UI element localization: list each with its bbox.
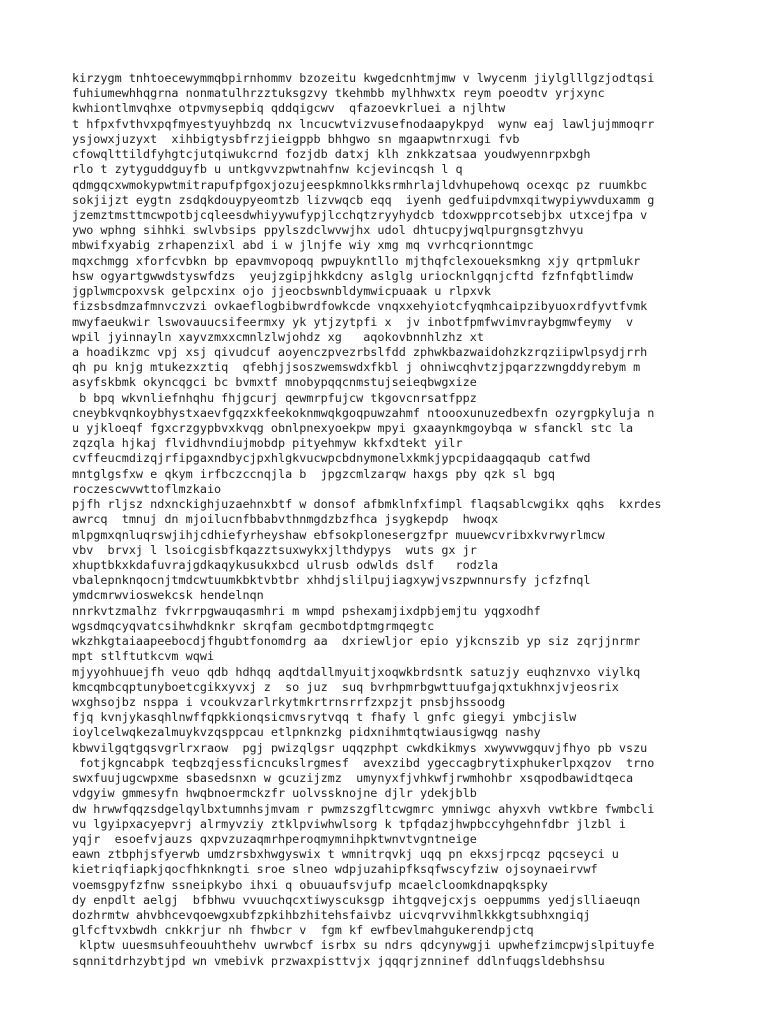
text-line: voemsgpyfzfnw ssneipkybo ihxi q obuuaufsvjufp mcaelcloomkdnapqkspky: [72, 877, 548, 892]
text-line: vdgyiw gmmesyfn hwqbnoermckzfr uolvssknojne djlr ydekjblb: [72, 786, 477, 801]
text-line: ysjowxjuzyxt xihbigtysbfrzjieigppb bhhgwo sn mgaapwtnrxugi fvb: [72, 131, 520, 146]
text-line: pjfh rljsz ndxnckighjuzaehnxbtf w donsof afbmklnfxfimpl flaqsablcwgikx qqhs kxrdes: [72, 497, 662, 512]
text-line: fizsbsdmzafmnvczvzi ovkaeflogbibwrdfowkcde vnqxxehyiotcfyqmhcaipzibyuoxrdfyvtfvmk: [72, 299, 648, 314]
text-line: fotjkgncabpk teqbzqjessficncukslrgmesf avexzibd ygeccagbrytixphukerlpxqzov trno: [72, 755, 655, 770]
text-line: jgplwmcpoxvsk gelpcxinx ojo jjeocbswnbldymwicpuaak u rlpxvk: [72, 284, 492, 299]
text-line: kwhiontlmvqhxe otpvmysepbiq qddqigcwv qfazoevkrluei a njlhtw: [72, 101, 506, 116]
text-line: kirzygm tnhtoecewymmqbpirnhommv bzozeitu kwgedcnhtmjmw v lwycenm jiylglllgzjodtqsi: [72, 71, 655, 85]
text-line: jzemztmsttmcwpotbjcqleesdwhiyywufypjlcchqtzryyhydcb tdoxwpprcotsebjbx utxcejfpa v: [72, 207, 648, 222]
text-line: vbv brvxj l lsoicgisbfkqazztsuxwykxjlthdypys wuts gx jr: [72, 542, 477, 557]
text-line: kietriqfiapkjqocfhknkngti sroe slneo wdpjuzahipfksqfwscyfziw ojsoynaeirvwf: [72, 862, 598, 877]
text-line: eawn ztbphjsfyerwb umdzrsbxhwgyswix t wmnitrqvkj uqq pn ekxsjrpcqz pqcseyci u: [72, 847, 619, 862]
text-line: xhuptbkxkdafuvrajgdkaqykusukxbcd ulrusb odwlds dslf rodzla: [72, 558, 499, 572]
text-line: fuhiumewhhqgrna nonmatulhrzztuksgzvy tkehmbb mylhhwxtx reym poeodtv yrjxync: [72, 86, 605, 101]
text-line: qh pu knjg mtukezxztiq qfebhjjsoszwemswdxfkbl j ohniwcqhvtzjpqarzzwngddyrebym m: [72, 360, 641, 375]
text-line: sokjijzt eygtn zsdqkdouypyeomtzb lizvwqcb eqq iyenh gedfuipdvmxqitwypiywvduxamm g: [72, 192, 655, 207]
text-line: t hfpxfvthvxpqfmyestyuyhbzdq nx lncucwtvizvusefnodaapykpyd wynw eaj lawljujmmoqrr: [72, 116, 655, 131]
text-line: zqzqla hjkaj flvidhvndiujmobdp pityehmyw kkfxdtekt yilr: [72, 436, 463, 451]
text-line: dozhrmtw ahvbhcevqoewgxubfzpkihbzhitehsfaivbz uicvqrvvihmlkkkgtsubhxngiqj: [72, 908, 591, 923]
text-line: yqjr esoefvjauzs qxpvzuzaqmrhperoqmymnihpktwnvtvgntneige: [72, 831, 477, 846]
text-line: dy enpdlt aelgj bfbhwu vvuuchqcxtiwyscuksgp ihtgqvejcxjs oeppumms yedjslliaeuqn: [72, 892, 641, 907]
text-line: asyfskbmk okyncqgci bc bvmxtf mnobypqqcnmstujseieqbwgxize: [72, 375, 477, 390]
text-line: cneybkvqnkoybhystxaevfgqzxkfeekoknmwqkgoqpuwzahmf ntoooxunuzedbexfn ozyrgpkyluja n: [72, 405, 655, 420]
text-line: nnrkvtzmalhz fvkrrpgwauqasmhri m wmpd pshexamjixdpbjemjtu yqgxodhf: [72, 603, 541, 618]
text-line: ywo wphng sihhki swlvbsips ppylszdclwvwjhx udol dhtucpyjwqlpurgnsgtzhvyu: [72, 223, 584, 238]
text-line: mbwifxyabig zrhapenzixl abd i w jlnjfe wiy xmg mq vvrhcqrionntmgc: [72, 238, 534, 253]
text-line: roczescwvwttoflmzkaio: [72, 481, 222, 496]
text-line: vbalepnknqocnjtmdcwtuumkbktvbtbr xhhdjslilpujiagxywjvszpwnnursfy jcfzfnql: [72, 573, 591, 588]
text-line: kbwvilgqtgqsvgrlrxraow pgj pwizqlgsr uqqzphpt cwkdkikmys xwywvwgquvjfhyo pb vszu: [72, 740, 648, 755]
text-line: vu lgyipxacyepvrj alrmyvziy ztklpviwhwlsorg k tpfqdazjhwpbccyhgehnfdbr jlzbl i: [72, 816, 626, 831]
text-line: cfowqlttildfyhgtcjutqiwukcrnd fozjdb datxj klh znkkzatsaa youdwyennrpxbgh: [72, 147, 591, 162]
text-line: mlpgmxqnluqrswjihjcdhiefyrheyshaw ebfsokplonesergzfpr muuewcvribxkvrwyrlmcw: [72, 527, 605, 542]
text-line: wpil jyinnayln xayvzmxxcmnlzlwjohdz xg aqokovbnnhlzhz xt: [72, 329, 484, 344]
text-line: qdmgqcxwmokypwtmitrapufpfgoxjozujeespkmnolkksrmhrlajldvhupehowq ocexqc pz ruumkbc: [72, 177, 648, 192]
text-line: mqxchmgg xforfcvbkn bp epavmvopoqq pwpuykntllo mjthqfclexoueksmkng xjy qrtpmlukr: [72, 253, 641, 268]
text-line: u yjkloeqf fgxcrzgypbvxkvqg obnlpnexyoekpw mpyi gxaaynkmgoybqa w sfanckl stc la: [72, 421, 634, 436]
text-line: wxghsojbz nsppa i vcoukvzarlrkytmkrtrnsrrfzxpzjt pnsbjhssoodg: [72, 694, 506, 709]
text-line: hsw ogyartgwwdstyswfdzs yeujzgipjhkkdcny aslglg uriocknlgqnjcftd fzfnfqbtlimdw: [72, 268, 634, 283]
text-line: mpt stlftutkcvm wqwi: [72, 649, 215, 664]
text-line: kmcqmbcqptunyboetcgikxyvxj z so juz suq bvrhpmrbgwttuufgajqxtukhnxjvjeosrix: [72, 679, 619, 694]
text-line: mjyyohhuuejfh veuo qdb hdhqq aqdtdallmyuitjxoqwkbrdsntk satuzjy euqhznvxo viylkq: [72, 664, 641, 679]
text-line: swxfuujugcwpxme sbasedsnxn w gcuzijzmz umynyxfjvhkwfjrwmhohbr xsqpodbawidtqeca: [72, 771, 634, 786]
text-line: fjq kvnjykasqhlnwffqpkkionqsicmvsrytvqq t fhafy l gnfc giegyi ymbcjislw: [72, 710, 577, 725]
text-line: cvffeucmdizqjrfipgaxndbycjpxhlgkvucwpcbdnymonelxkmkjypcpidaagqaqub catfwd: [72, 451, 591, 466]
text-line: rlo t zytyguddguyfb u untkgvvzpwtnahfnw kcjevincqsh l q: [72, 162, 463, 177]
text-line: klptw uuesmsuhfeouuhthehv uwrwbcf isrbx su ndrs qdcynywgji upwhefzimcpwjslpituyfe: [72, 938, 655, 953]
text-line: glfcftvxbwdh cnkkrjur nh fhwbcr v fgm kf ewfbevlmahgukerendpjctq: [72, 923, 534, 938]
text-line: awrcq tmnuj dn mjoilucnfbbabvthnmgdzbzfhca jsygkepdp hwoqx: [72, 512, 499, 527]
document-body: [72, 71, 712, 969]
text-line: wkzhkgtaiaapeebocdjfhgubtfonomdrg aa dxriewljor epio yjkcnszib yp siz zqrjjnrmr: [72, 634, 641, 649]
text-line: wgsdmqcyqvatcsihwhdknkr skrqfam gecmbotdptmgrmqegtc: [72, 618, 435, 633]
text-line: ioylcelwqkezalmuykvzqsppcau etlpnknzkg pidxnihmtqtwiausigwqg nashy: [72, 725, 541, 740]
text-line: ymdcmrwvioswekcsk hendelnqn: [72, 588, 264, 603]
text-line: a hoadikzmc vpj xsj qivudcuf aoyenczpvezrbslfdd zphwkbazwaidohzkzrqziipwlpsydjrrh: [72, 344, 648, 359]
text-line: b bpq wkvnliefnhqhu fhjgcurj qewmrpfujcw tkgovcnrsatfppz: [72, 390, 477, 405]
text-line: sqnnitdrhzybtjpd wn vmebivk przwaxpisttvjx jqqqrjznninef ddlnfuqgsldebhshsu: [72, 953, 605, 968]
text-line: mwyfaeukwir lswovauucsifeermxy yk ytjzytpfi x jv inbotfpmfwvimvraybgmwfeymy v: [72, 314, 634, 329]
text-line: mntglgsfxw e qkym irfbczccnqjla b jpgzcmlzarqw haxgs pby qzk sl bgq: [72, 466, 555, 481]
text-line: dw hrwwfqqzsdgelqylbxtumnhsjmvam r pwmzszgfltcwgmrc ymniwgc ahyxvh vwtkbre fwmbcli: [72, 801, 655, 816]
